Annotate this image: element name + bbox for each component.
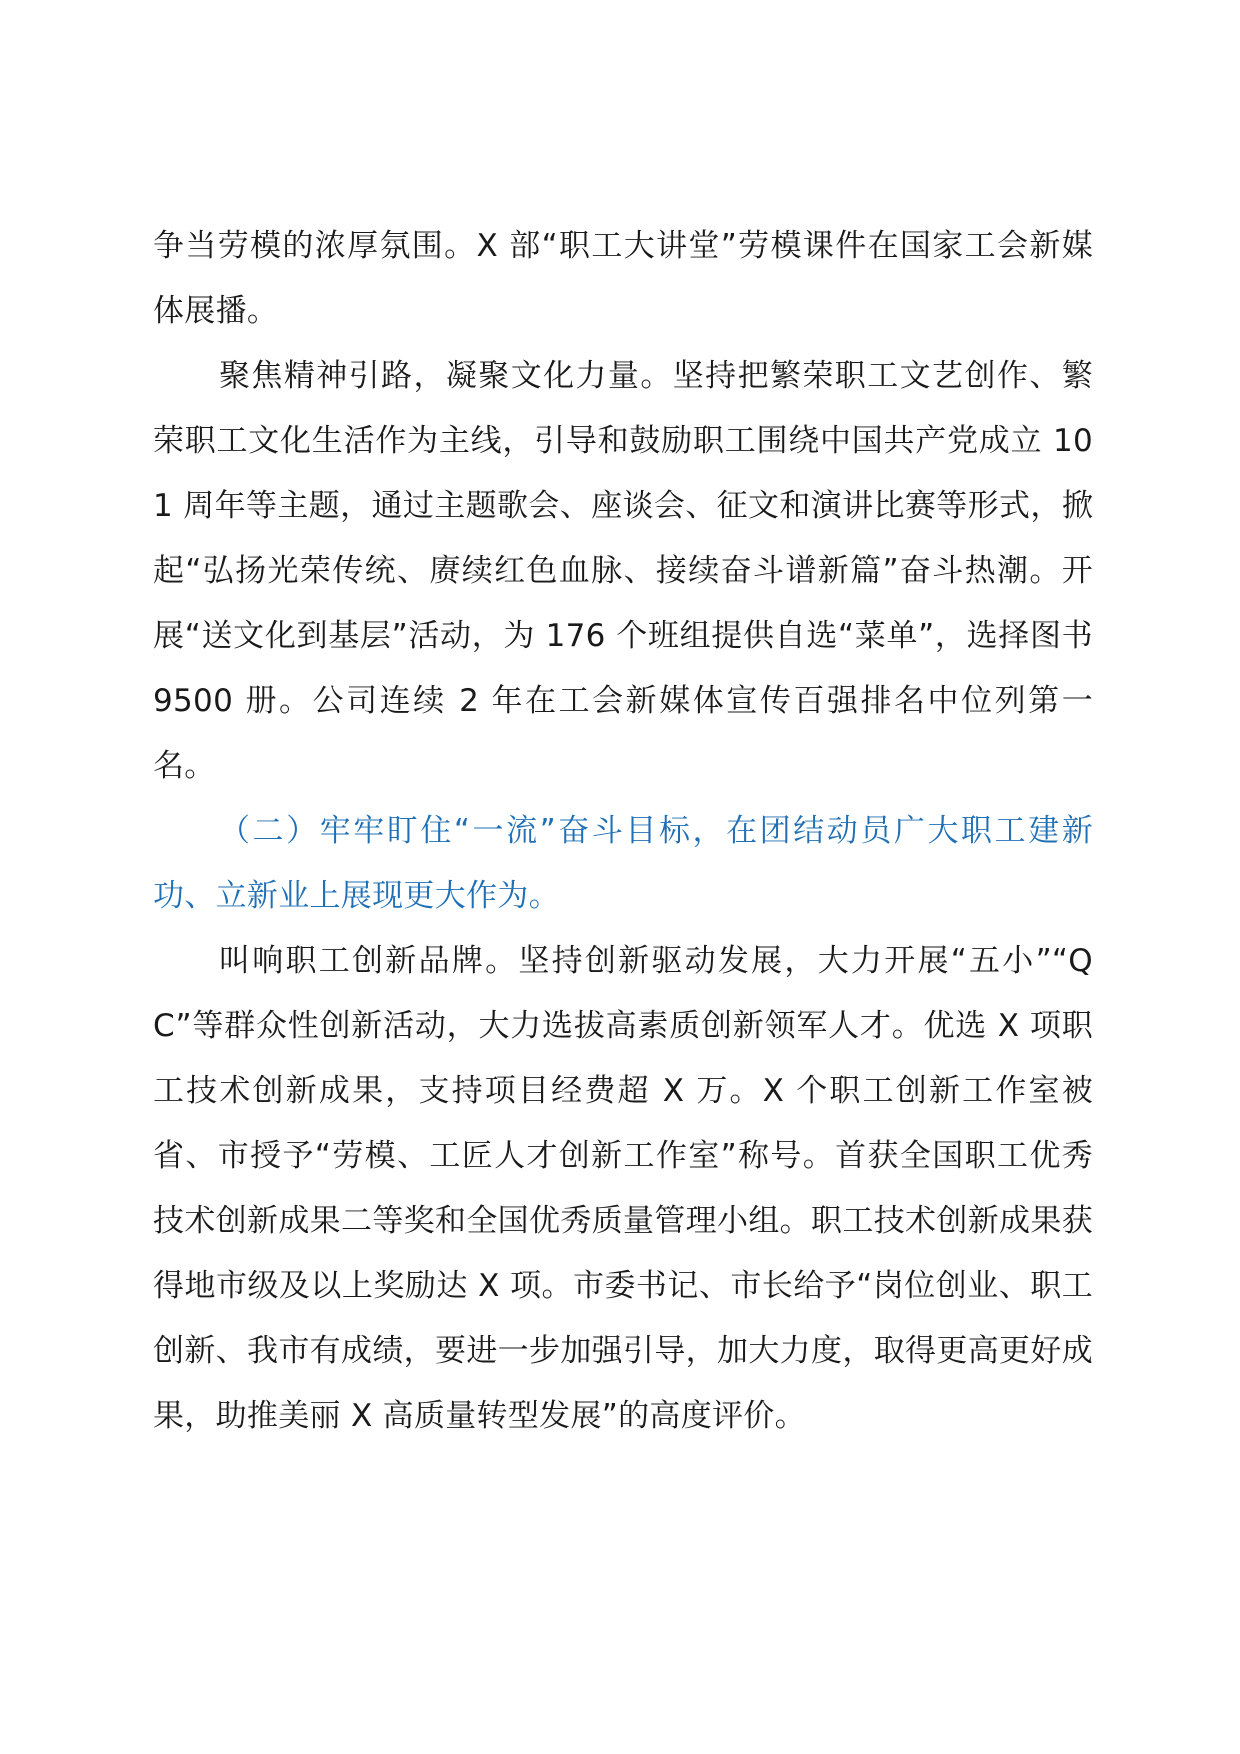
document-body bbox=[153, 214, 1093, 1449]
paragraph-continuation: 争当劳模的浓厚氛围。X 部“职工大讲堂”劳模课件在国家工会新媒体展播。 bbox=[153, 228, 1093, 329]
paragraph-culture: 聚焦精神引路，凝聚文化力量。坚持把繁荣职工文艺创作、繁荣职工文化生活作为主线，引导和鼓励职工围绕中国共产党成立 101 周年等主题，通过主题歌会、座谈会、征文和演讲比赛等形式，掀起“弘扬光荣传统、赓续红色血脉、接续奋斗谱新篇”奋斗热潮。开展“送文化到基层”活动，为 176 个班组提供自选“菜单”，选择图书 9500 册。公司连续 2 年在工会新媒体宣传百强排名中位列第一名。 bbox=[153, 358, 1093, 784]
section-heading: （二）牢牢盯住“一流”奋斗目标，在团结动员广大职工建新功、立新业上展现更大作为。 bbox=[153, 813, 1093, 914]
paragraph-innovation: 叫响职工创新品牌。坚持创新驱动发展，大力开展“五小”“QC”等群众性创新活动，大力选拔高素质创新领军人才。优选 X 项职工技术创新成果，支持项目经费超 X 万。X 个职工创新工作室被省、市授予“劳模、工匠人才创新工作室”称号。首获全国职工优秀技术创新成果二等奖和全国优秀质量管理小组。职工技术创新成果获得地市级及以上奖励达 X 项。市委书记、市长给予“岗位创业、职工创新、我市有成绩，要进一步加强引导，加大力度，取得更高更好成果，助推美丽 X 高质量转型发展”的高度评价。 bbox=[153, 943, 1093, 1434]
